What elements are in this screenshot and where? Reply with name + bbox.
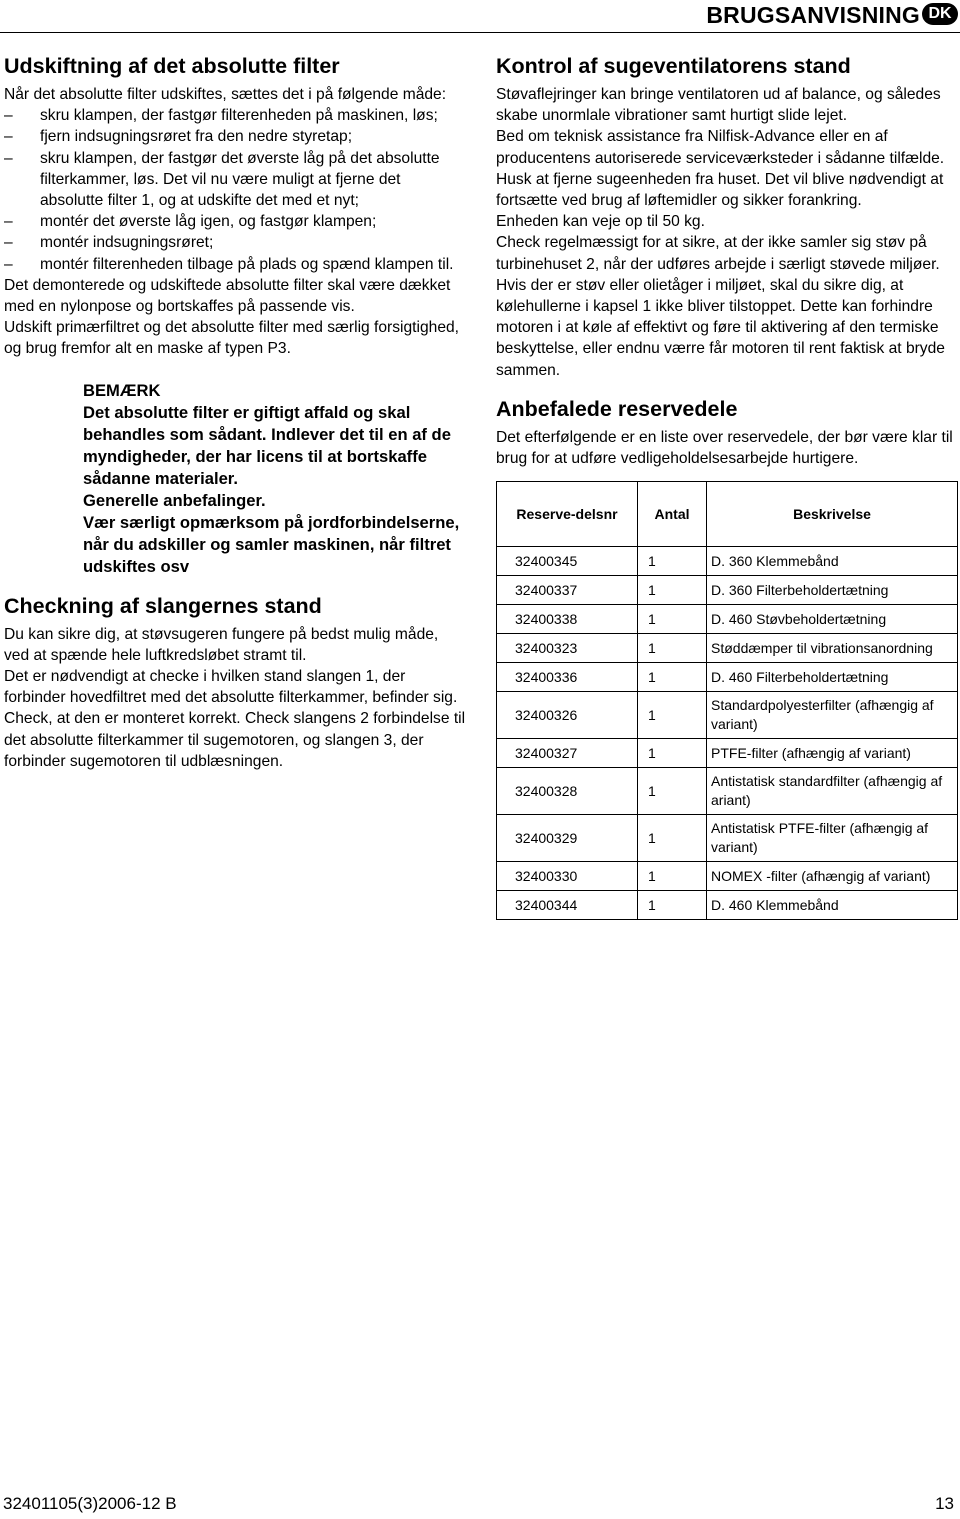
spare-parts-table: [496, 481, 958, 920]
table-row: [497, 663, 958, 692]
section-heading-spare-parts: Anbefalede reservedele: [496, 396, 738, 421]
description-cell: Antistatisk standardfilter (afhængig af ariant): [707, 768, 958, 815]
part-number-cell: 32400345: [497, 547, 638, 576]
right-column: [496, 52, 958, 920]
description-cell: D. 460 Klemmebånd: [707, 891, 958, 920]
description-cell: D. 460 Filterbeholdertætning: [707, 663, 958, 692]
table-row: [497, 576, 958, 605]
spare-parts-intro: Det efterfølgende er en liste over reservedele, der bør være klar til brug for at udføre vedligeholdelsesarbejde hurtigere.: [496, 428, 953, 468]
description-cell: Antistatisk PTFE-filter (afhængig af variant): [707, 815, 958, 862]
quantity-cell: 1: [638, 663, 707, 692]
table-row: [497, 547, 958, 576]
description-cell: NOMEX -filter (afhængig af variant): [707, 862, 958, 891]
part-number-cell: 32400328: [497, 768, 638, 815]
part-number-cell: 32400323: [497, 634, 638, 663]
fan-paragraph-2: Bed om teknisk assistance fra Nilfisk-Advance eller en af producentens autoriserede serviceværksteder i sådanne tilfælde.: [496, 128, 945, 167]
table-row: [497, 891, 958, 920]
table-row: [497, 768, 958, 815]
list-item: – montér det øverste låg igen, og fastgør klampen;: [4, 211, 466, 232]
column-header-description: Beskrivelse: [707, 482, 958, 547]
safety-paragraph: Udskift primærfiltret og det absolutte filter med særlig forsigtighed, og brug fremfor alt en maske af typen P3.: [4, 319, 459, 358]
table-header-row: [497, 482, 958, 547]
list-item: – montér indsugningsrøret;: [4, 232, 466, 253]
section-heading-absolute-filter: Udskiftning af det absolutte filter: [4, 54, 340, 78]
replacement-steps-list: [4, 105, 466, 275]
table-row: [497, 605, 958, 634]
description-cell: D. 360 Filterbeholdertætning: [707, 576, 958, 605]
quantity-cell: 1: [638, 576, 707, 605]
fan-paragraph-1: Støvaflejringer kan bringe ventilatoren ud af balance, og således skabe unormlale vibrationer samt hurtigt slide lejet.: [496, 86, 941, 125]
description-cell: PTFE-filter (afhængig af variant): [707, 739, 958, 768]
table-row: [497, 692, 958, 739]
document-type-title: BRUGSANVISNING: [706, 2, 920, 28]
disposal-paragraph: Det demonterede og udskiftede absolutte filter skal være dækket med en nylonpose og bortskaffes på passende vis.: [4, 276, 451, 316]
fan-paragraph-6: Hvis der er støv eller olietåger i miljøet, skal du sikre dig, at kølehullerne i kapsel 1 ikke bliver tilstoppet. Dette kan forhindre motoren i at køle af effektivt og føre til aktivering af den termiske beskyttelse, eller endnu værre får motoren til rent faktisk at bryde sammen.: [496, 276, 945, 379]
table-row: [497, 862, 958, 891]
part-number-cell: 32400330: [497, 862, 638, 891]
description-cell: Standardpolyesterfilter (afhængig af variant): [707, 692, 958, 739]
list-item: – skru klampen, der fastgør filterenheden på maskinen, løs;: [4, 105, 466, 126]
description-cell: D. 360 Klemmebånd: [707, 547, 958, 576]
intro-paragraph: Når det absolutte filter udskiftes, sættes det i på følgende måde:: [4, 86, 447, 103]
left-column: [4, 52, 466, 772]
section-heading-hoses: Checkning af slangernes stand: [4, 593, 322, 618]
language-badge: DK: [922, 3, 958, 25]
quantity-cell: 1: [638, 862, 707, 891]
part-number-cell: 32400329: [497, 815, 638, 862]
header-divider: [0, 32, 960, 33]
description-cell: Støddæmper til vibrationsanordning: [707, 634, 958, 663]
fan-paragraph-4: Enheden kan veje op til 50 kg.: [496, 213, 705, 231]
column-header-part-number: Reserve-delsnr: [497, 482, 638, 547]
note-heading: BEMÆRK: [83, 380, 161, 400]
list-item-text: skru klampen, der fastgør det øverste låg på det absolutte filterkammer, løs. Det vil nu være muligt at fjerne det absolutte filter 1, og at udskifte det med et nyt;: [40, 149, 440, 210]
table-row: [497, 634, 958, 663]
list-item: [4, 148, 466, 212]
quantity-cell: 1: [638, 815, 707, 862]
table-row: [497, 739, 958, 768]
column-header-quantity: Antal: [638, 482, 707, 547]
part-number-cell: 32400326: [497, 692, 638, 739]
section-heading-fan: Kontrol af sugeventilatorens stand: [496, 54, 851, 78]
hoses-paragraph-3: Check, at den er monteret korrekt. Check slangens 2 forbindelse til det absolutte filterkammer til sugemotoren, og slangen 3, der forbinder sugemotoren til udblæsningen.: [4, 710, 466, 770]
part-number-cell: 32400336: [497, 663, 638, 692]
quantity-cell: 1: [638, 739, 707, 768]
list-item: – montér filterenheden tilbage på plads og spænd klampen til.: [4, 254, 466, 275]
part-number-cell: 32400337: [497, 576, 638, 605]
quantity-cell: 1: [638, 692, 707, 739]
part-number-cell: 32400338: [497, 605, 638, 634]
note-box: [83, 380, 466, 578]
list-item: – fjern indsugningsrøret fra den nedre styretap;: [4, 126, 466, 147]
quantity-cell: 1: [638, 634, 707, 663]
quantity-cell: 1: [638, 768, 707, 815]
part-number-cell: 32400327: [497, 739, 638, 768]
part-number-cell: 32400344: [497, 891, 638, 920]
note-text-3: Vær særligt opmærksom på jordforbindelserne, når du adskiller og samler maskinen, når filtret udskiftes osv: [83, 512, 460, 576]
fan-paragraph-5: Check regelmæssigt for at sikre, at der ikke samler sig støv på turbinehuset 2, når der udføres arbejde i særligt støvede miljøer.: [496, 234, 940, 273]
note-text-2: Generelle anbefalinger.: [83, 490, 266, 510]
page-number: 13: [935, 1494, 954, 1513]
hoses-paragraph-1: Du kan sikre dig, at støvsugeren fungere på bedst mulig måde, ved at spænde hele luftkredsløbet stramt til.: [4, 625, 439, 664]
quantity-cell: 1: [638, 605, 707, 634]
document-number: 32401105(3)2006-12 B: [3, 1494, 177, 1513]
table-row: [497, 815, 958, 862]
fan-paragraph-3: Husk at fjerne sugeenheden fra huset. Det vil blive nødvendigt at fortsætte ved brug af løftemidler og sikker forankring.: [496, 170, 944, 210]
quantity-cell: 1: [638, 547, 707, 576]
note-text-1: Det absolutte filter er giftigt affald og skal behandles som sådant. Indlever det til en af de myndigheder, der har licens til at bortskaffe sådanne materialer.: [83, 402, 451, 488]
description-cell: D. 460 Støvbeholdertætning: [707, 605, 958, 634]
quantity-cell: 1: [638, 891, 707, 920]
hoses-paragraph-2: Det er nødvendigt at checke i hvilken stand slangen 1, der forbinder hovedfiltret med det absolutte filterkammer, befinder sig.: [4, 668, 458, 707]
